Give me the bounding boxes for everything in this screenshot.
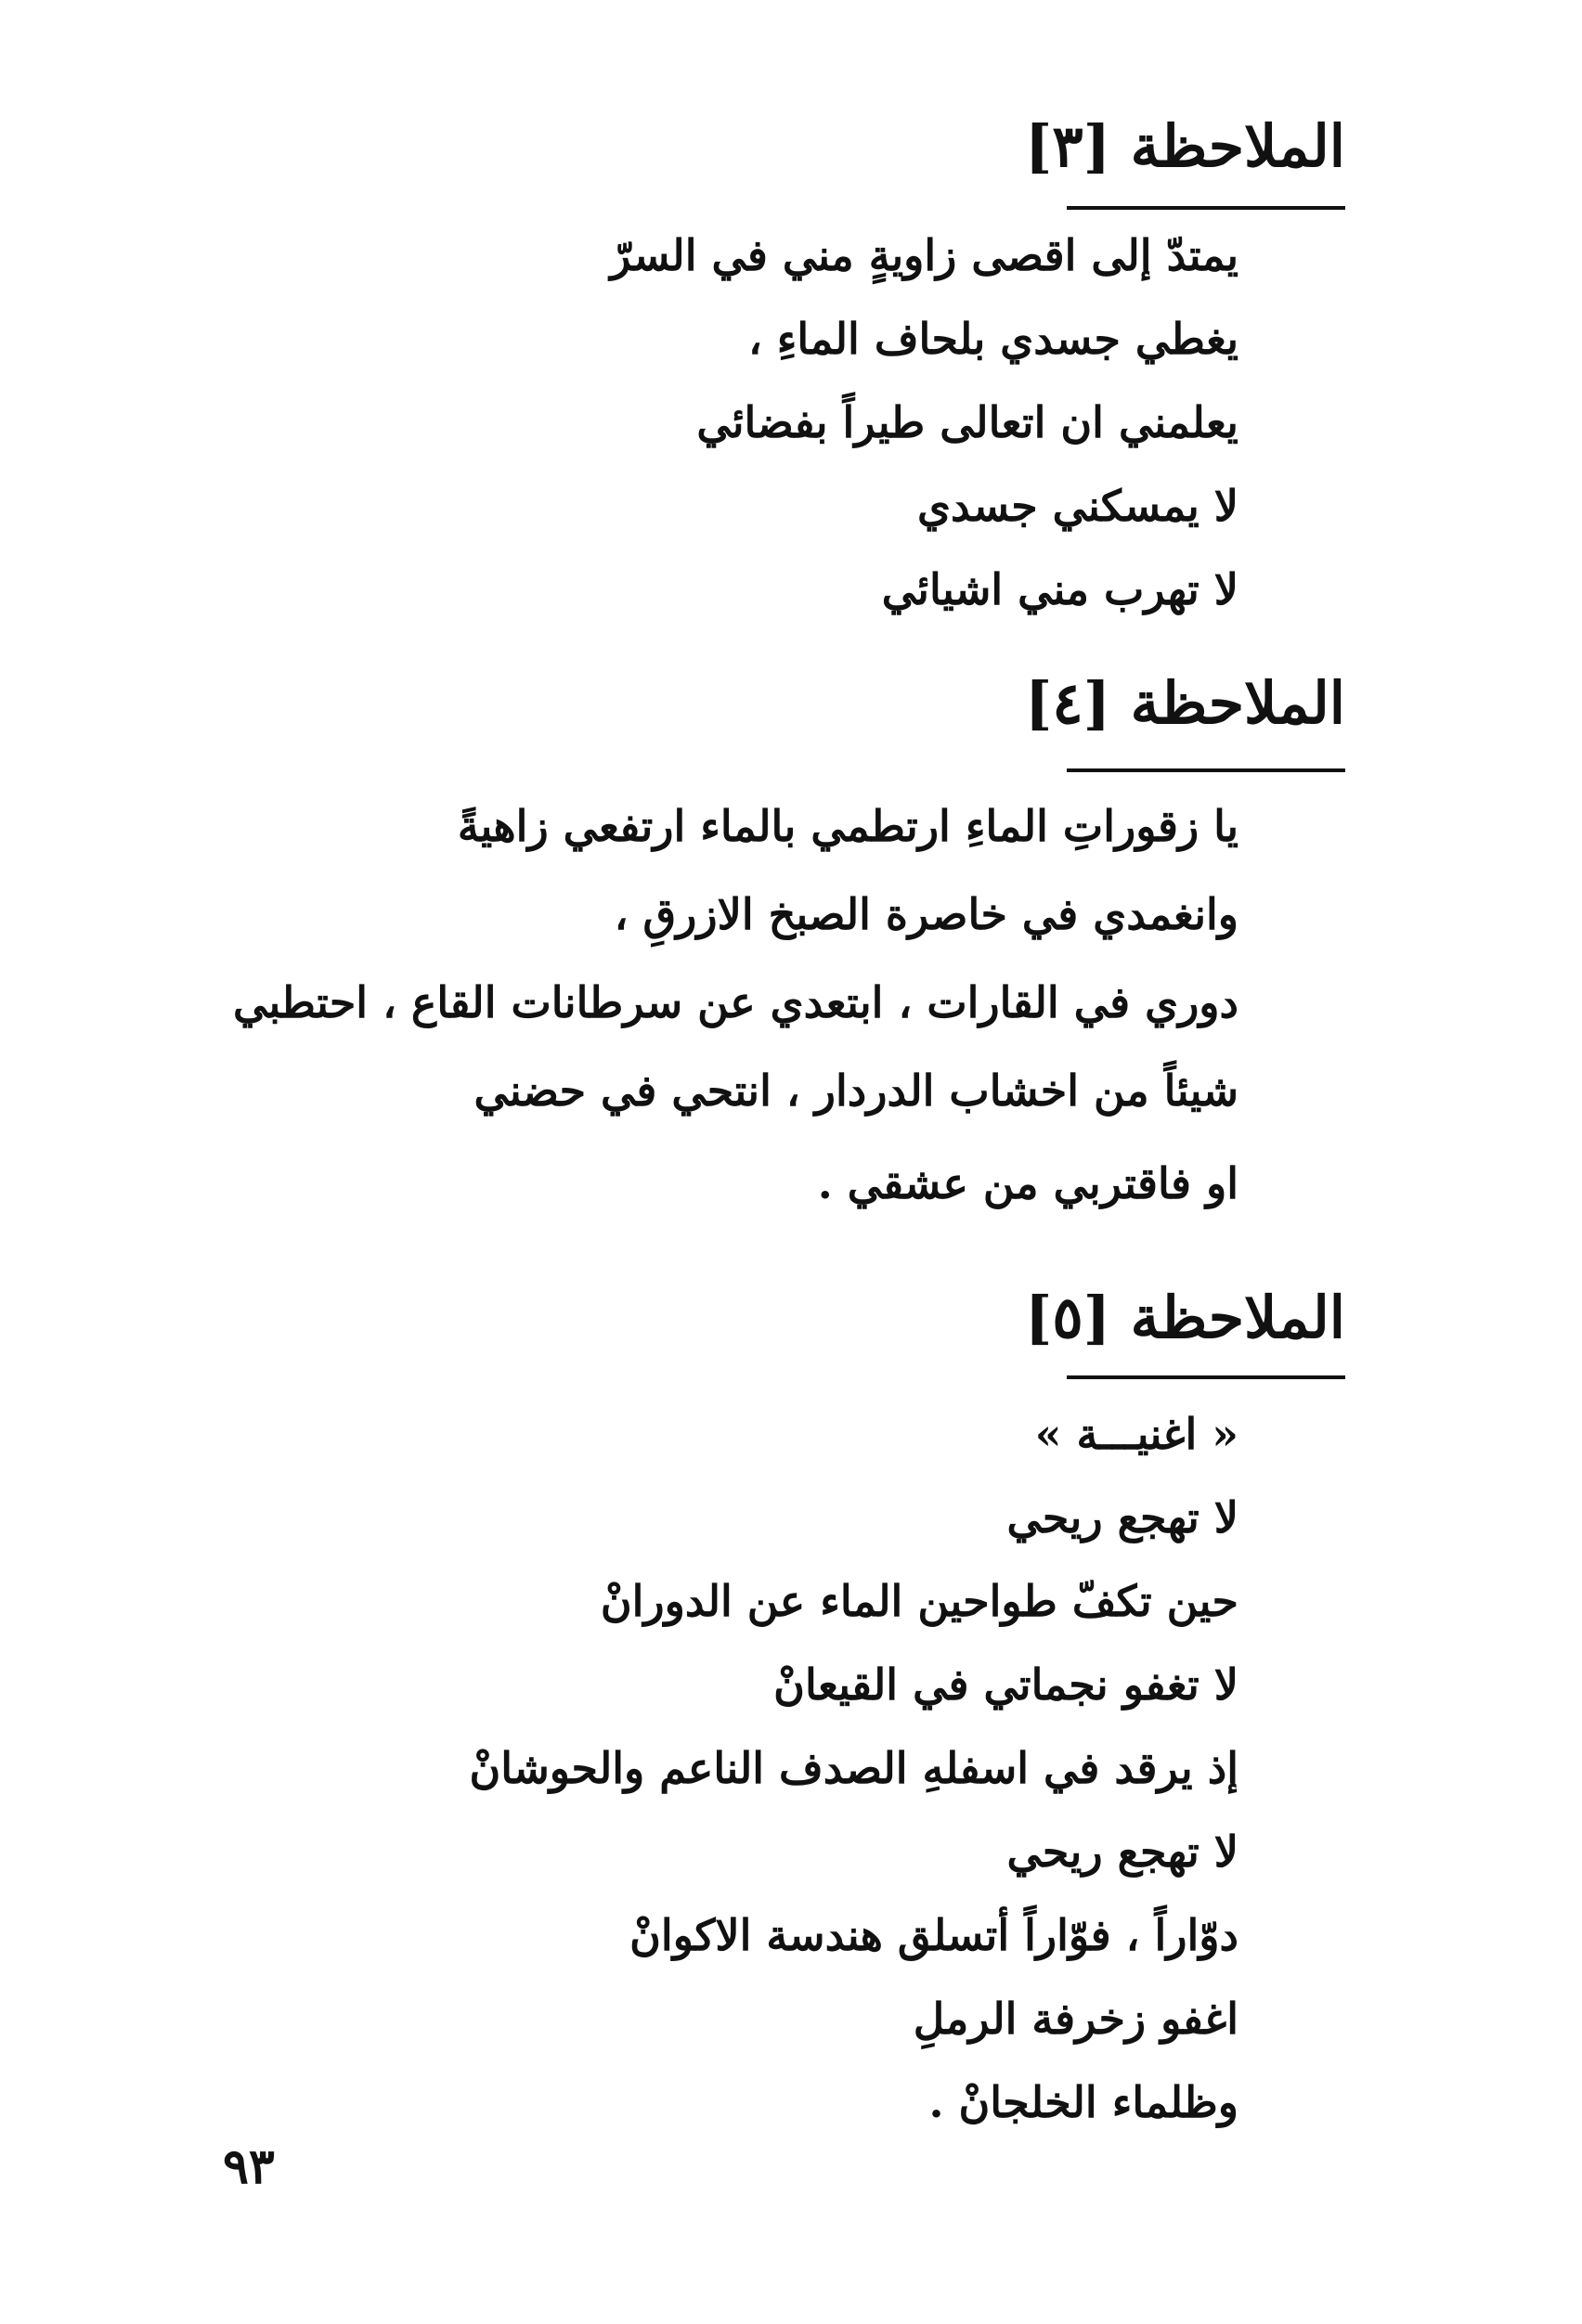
section-5-line-8: اغفو زخرفة الرملِ <box>913 1994 1238 2044</box>
section-4-line-2: وانغمدي في خاصرة الصبخ الازرقِ ، <box>614 889 1238 939</box>
section-5-line-7: دوّاراً ، فوّاراً أتسلق هندسة الاكوانْ <box>629 1910 1238 1960</box>
section-3-line-4: لا يمسكني جسدي <box>917 481 1238 531</box>
section-5-line-1: « اغنيـــة » <box>1034 1409 1238 1459</box>
section-4-rule <box>1067 768 1345 772</box>
section-3-line-5: لا تهرب مني اشيائي <box>881 564 1238 614</box>
section-5-title: الملاحظة [٥] <box>1025 1284 1345 1351</box>
section-3-title: الملاحظة [٣] <box>1025 112 1345 180</box>
section-3-line-3: يعلمني ان اتعالى طيراً بفضائي <box>696 397 1238 447</box>
section-5-line-2: لا تهجع ريحي <box>1006 1492 1238 1543</box>
section-4-line-5: او فاقتربي من عشقي . <box>817 1158 1238 1208</box>
section-3-rule <box>1067 206 1345 210</box>
section-5-line-5: إذ يرقد في اسفلهِ الصدف الناعم والحوشانْ <box>469 1743 1238 1793</box>
section-4-line-1: يا زقوراتِ الماءِ ارتطمي بالماء ارتفعي زاهيةً <box>457 801 1238 851</box>
section-5-rule <box>1067 1375 1345 1379</box>
section-5-line-3: حين تكفّ طواحين الماء عن الدورانْ <box>600 1576 1238 1626</box>
section-3-line-2: يغطي جسدي بلحاف الماءِ ، <box>747 314 1238 364</box>
section-5-line-6: لا تهجع ريحي <box>1006 1827 1238 1877</box>
section-3-line-1: يمتدّ إلى اقصى زاويةٍ مني في السرّ <box>610 230 1238 280</box>
section-4-title: الملاحظة [٤] <box>1025 669 1345 737</box>
page-number: ٩٣ <box>223 2138 275 2195</box>
section-4-line-4: شيئاً من اخشاب الدردار ، انتحي في حضني <box>473 1065 1238 1116</box>
section-4-line-3: دوري في القارات ، ابتعدي عن سرطانات القاع ، احتطبي <box>233 977 1238 1027</box>
section-5-line-4: لا تغفو نجماتي في القيعانْ <box>773 1659 1238 1710</box>
section-5-line-9: وظلماء الخلجانْ . <box>928 2077 1238 2127</box>
